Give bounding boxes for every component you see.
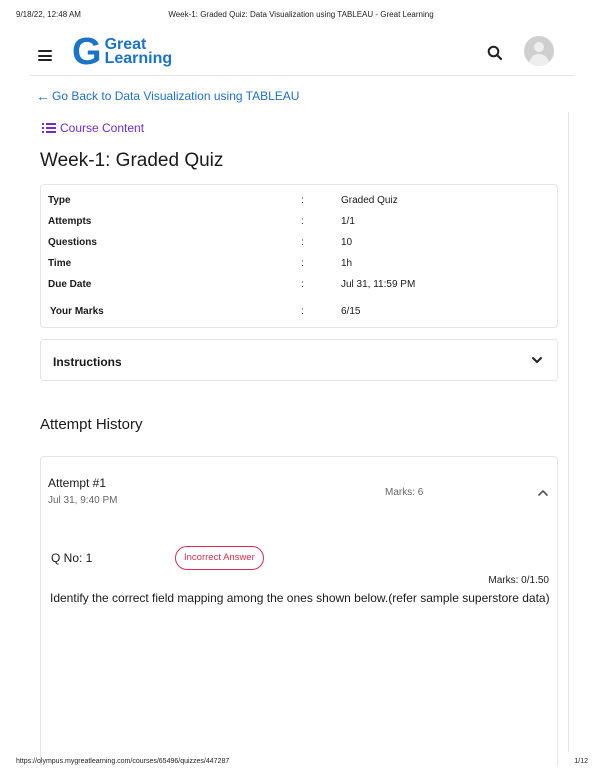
detail-separator: : bbox=[301, 237, 304, 248]
detail-value: 1/1 bbox=[341, 216, 355, 227]
question-number: Q No: 1 bbox=[51, 551, 93, 565]
back-link-label: Go Back to Data Visualization using TABLEAU bbox=[52, 89, 300, 103]
detail-value: 6/15 bbox=[341, 306, 361, 317]
detail-separator: : bbox=[301, 258, 304, 269]
detail-row-attempts bbox=[48, 216, 548, 230]
list-icon bbox=[42, 123, 56, 133]
attempt-marks: Marks: 6 bbox=[385, 487, 424, 498]
detail-separator: : bbox=[301, 195, 304, 206]
logo-wordmark bbox=[105, 38, 173, 66]
attempt-card bbox=[40, 456, 558, 766]
hamburger-icon[interactable] bbox=[38, 50, 52, 61]
logo-line-2: Learning bbox=[104, 50, 173, 67]
content-divider bbox=[568, 112, 569, 752]
detail-value: Graded Quiz bbox=[341, 195, 398, 206]
app-header bbox=[30, 32, 574, 76]
detail-row-due-date bbox=[48, 279, 548, 293]
detail-row-questions bbox=[48, 237, 548, 251]
print-datetime: 9/18/22, 12:48 AM bbox=[16, 10, 81, 19]
quiz-details-card bbox=[40, 184, 558, 328]
attempt-date: Jul 31, 9:40 PM bbox=[48, 495, 118, 506]
chevron-down-icon bbox=[531, 355, 543, 365]
course-content-label: Course Content bbox=[60, 121, 145, 135]
detail-value: 1h bbox=[341, 258, 353, 269]
print-header bbox=[0, 10, 602, 22]
arrow-left-icon: ← bbox=[36, 88, 50, 104]
logo-line-1: Great bbox=[104, 36, 147, 53]
detail-key: Attempts bbox=[48, 216, 92, 227]
print-footer bbox=[0, 758, 602, 770]
detail-separator: : bbox=[301, 279, 304, 290]
print-page-title: Week-1: Graded Quiz: Data Visualization using TABLEAU - Great Learning bbox=[168, 10, 434, 19]
detail-separator: : bbox=[301, 306, 304, 317]
chevron-up-icon[interactable] bbox=[537, 488, 549, 498]
question-marks: Marks: 0/1.50 bbox=[488, 575, 549, 586]
back-link[interactable] bbox=[36, 88, 299, 104]
logo-g-mark: G bbox=[72, 31, 102, 73]
detail-value: 10 bbox=[341, 237, 353, 248]
detail-row-time bbox=[48, 258, 548, 272]
print-page-number: 1/12 bbox=[574, 758, 588, 765]
status-badge: Incorrect Answer bbox=[175, 546, 264, 570]
attempt-history-heading: Attempt History bbox=[40, 416, 143, 433]
user-avatar-icon[interactable] bbox=[524, 36, 554, 66]
search-icon[interactable] bbox=[486, 44, 504, 62]
detail-row-your-marks bbox=[50, 306, 550, 320]
detail-key: Your Marks bbox=[50, 306, 104, 317]
great-learning-logo[interactable] bbox=[72, 31, 173, 73]
attempt-title: Attempt #1 bbox=[48, 476, 107, 490]
instructions-label: Instructions bbox=[53, 355, 122, 369]
detail-key: Time bbox=[48, 258, 72, 269]
instructions-accordion[interactable] bbox=[40, 339, 558, 381]
page-title: Week-1: Graded Quiz bbox=[40, 150, 224, 171]
print-url: https://olympus.mygreatlearning.com/courses/65496/quizzes/447287 bbox=[16, 758, 230, 765]
detail-value: Jul 31, 11:59 PM bbox=[341, 279, 416, 290]
detail-row-type bbox=[48, 195, 548, 209]
detail-key: Type bbox=[48, 195, 71, 206]
detail-separator: : bbox=[301, 216, 304, 227]
question-text: Identify the correct field mapping among the ones shown below.(refer sample superstore data) bbox=[50, 591, 550, 605]
detail-key: Questions bbox=[48, 237, 97, 248]
detail-key: Due Date bbox=[48, 279, 92, 290]
course-content-link[interactable] bbox=[42, 121, 144, 135]
